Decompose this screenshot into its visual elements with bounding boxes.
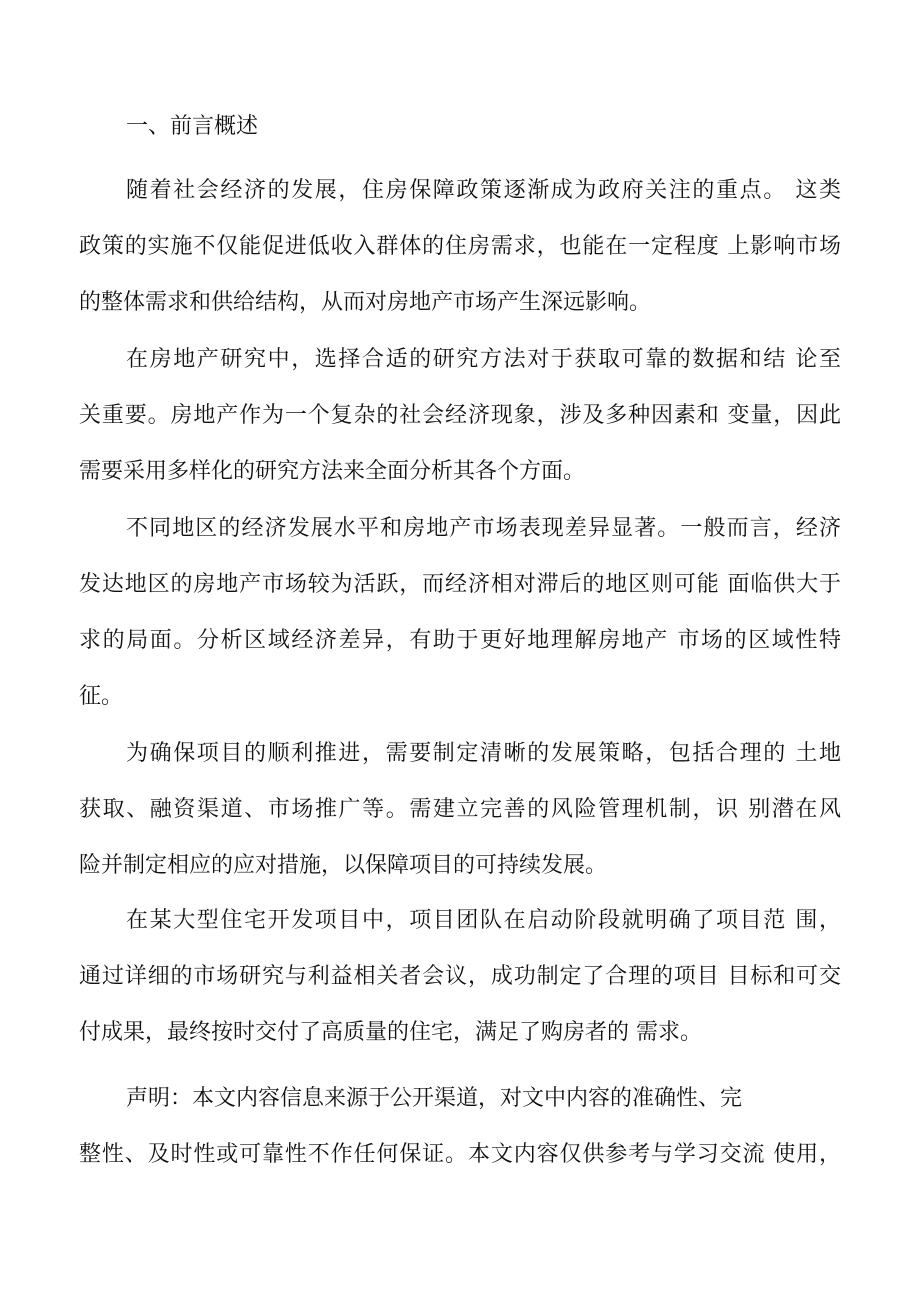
paragraph-line: 政策的实施不仅能促进低收入群体的住房需求，也能在一定程度 上影响市场 (79, 234, 841, 259)
paragraph-line: 需要采用多样化的研究方法来全面分析其各个方面。 (79, 459, 586, 484)
paragraph-line: 付成果，最终按时交付了高质量的住宅，满足了购房者的 需求。 (79, 1020, 702, 1045)
paragraph-case-study (79, 906, 841, 1048)
paragraph-development-strategy (79, 739, 841, 881)
paragraph-research-methods (79, 345, 841, 487)
paragraph-line: 征。 (79, 684, 124, 709)
paragraph-line: 不同地区的经济发展水平和房地产市场表现差异显著。一般而言，经济 (126, 516, 841, 541)
paragraph-line: 整性、及时性或可靠性不作任何保证。本文内容仅供参考与学习交流 使用， (79, 1142, 841, 1167)
paragraph-disclaimer (79, 1084, 841, 1170)
paragraph-line: 在某大型住宅开发项目中，项目团队在启动阶段就明确了项目范 围， (126, 908, 841, 933)
paragraph-line: 险并制定相应的应对措施，以保障项目的可持续发展。 (79, 853, 608, 878)
paragraph-line: 为确保项目的顺利推进，需要制定清晰的发展策略，包括合理的 土地 (126, 741, 841, 766)
paragraph-line: 在房地产研究中，选择合适的研究方法对于获取可靠的数据和结 论至 (126, 347, 841, 372)
paragraph-housing-policy (79, 176, 841, 318)
paragraph-line: 获取、融资渠道、市场推广等。需建立完善的风险管理机制，识 别潜在风 (79, 797, 841, 822)
paragraph-line: 通过详细的市场研究与利益相关者会议，成功制定了合理的项目 目标和可交 (79, 964, 841, 989)
paragraph-line: 关重要。房地产作为一个复杂的社会经济现象，涉及多种因素和 变量，因此 (79, 403, 841, 428)
paragraph-line: 的整体需求和供给结构，从而对房地产市场产生深远影响。 (79, 290, 652, 315)
paragraph-line: 随着社会经济的发展，住房保障政策逐渐成为政府关注的重点。 这类 (126, 178, 841, 203)
paragraph-line: 发达地区的房地产市场较为活跃，而经济相对滞后的地区则可能 面临供大于 (79, 572, 841, 597)
section-heading: 一、前言概述 (126, 114, 259, 139)
paragraph-line: 声明：本文内容信息来源于公开渠道，对文中内容的准确性、完 (126, 1086, 743, 1111)
paragraph-regional-differences (79, 514, 841, 712)
paragraph-line: 求的局面。分析区域经济差异，有助于更好地理解房地产 市场的区域性特 (79, 628, 841, 653)
